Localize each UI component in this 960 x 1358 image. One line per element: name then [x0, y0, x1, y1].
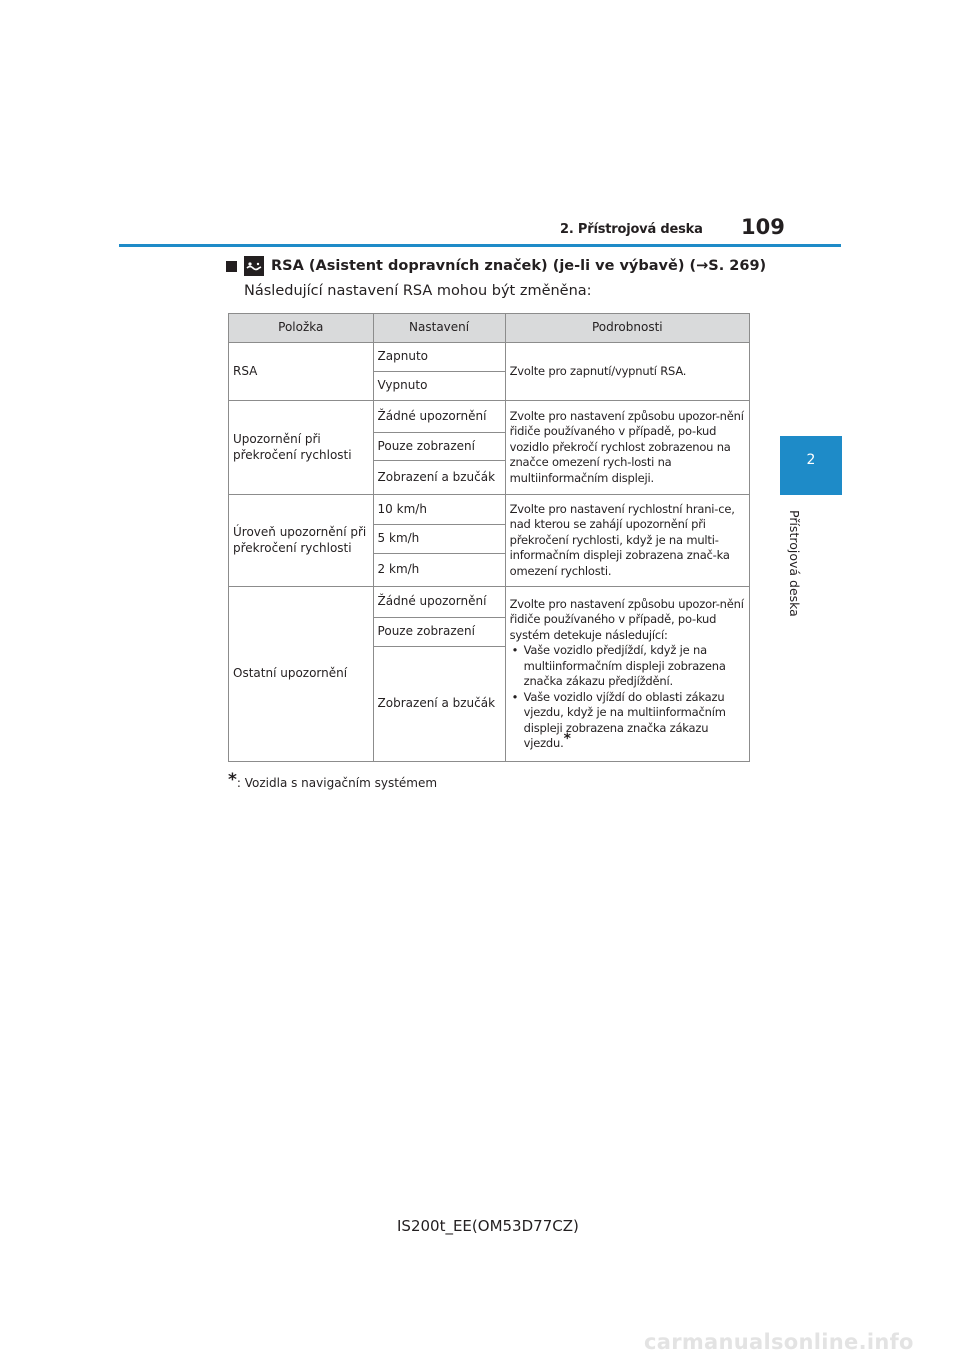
- details-cell: [505, 495, 749, 587]
- footnote-mark: *: [563, 731, 571, 747]
- setting-cell: 2 km/h: [373, 554, 505, 587]
- item-cell: Ostatní upozornění: [229, 587, 374, 762]
- setting-cell: Pouze zobrazení: [373, 618, 505, 647]
- details-text: Zvolte pro nastavení rychlostní hrani-ce, nad kterou se zahájí upozornění při překročení rychlosti, když je na multi-informačním displeji zobrazena znač-ka omezení rychlosti.: [509, 501, 735, 578]
- setting-cell: Zapnuto: [373, 343, 505, 372]
- model-code: IS200t_EE(OM53D77CZ): [397, 1217, 579, 1235]
- setting-cell: Zobrazení a bzučák: [373, 647, 505, 762]
- item-cell: RSA: [229, 343, 374, 401]
- rsa-traffic-sign-icon: [244, 256, 264, 276]
- section-heading-text: RSA (Asistent dopravních značek) (je-li ve výbavě) (→S. 269): [271, 258, 767, 274]
- header-setting: Nastavení: [373, 314, 505, 343]
- setting-cell: Žádné upozornění: [373, 401, 505, 433]
- setting-cell: Zobrazení a bzučák: [373, 461, 505, 495]
- item-cell: Upozornění při překročení rychlosti: [229, 401, 374, 495]
- header-details: Podrobnosti: [505, 314, 749, 343]
- item-cell: Úroveň upozornění při překročení rychlosti: [229, 495, 374, 587]
- header-rule: [119, 244, 841, 247]
- details-text: Zvolte pro nastavení způsobu upozor-nění řidiče používaného v případě, po-kud vozidlo překročí rychlost zobrazenou na značce omezení rych-losti na multiinformačním displeji.: [509, 408, 744, 485]
- footnote-text: : Vozidla s navigačním systémem: [236, 776, 438, 790]
- header-item: Položka: [229, 314, 374, 343]
- section-heading: [226, 256, 766, 276]
- setting-cell: 5 km/h: [373, 525, 505, 554]
- setting-cell: 10 km/h: [373, 495, 505, 525]
- details-cell: [505, 401, 749, 495]
- list-item: [510, 690, 745, 752]
- section-intro: Následující nastavení RSA mohou být změněna:: [244, 283, 592, 299]
- watermark: carmanualsonline.info: [644, 1330, 914, 1354]
- square-bullet-icon: [226, 261, 237, 272]
- details-text: Zvolte pro nastavení způsobu upozor-nění řidiče používaného v případě, po-kud systém detekuje následující:: [509, 596, 744, 642]
- setting-cell: Pouze zobrazení: [373, 433, 505, 461]
- footnote: [228, 770, 437, 790]
- setting-cell: Vypnuto: [373, 372, 505, 401]
- footnote-star: *: [228, 770, 237, 790]
- details-bullet-list: [510, 643, 745, 752]
- table-header-row: [229, 314, 750, 343]
- section-title: 2. Přístrojová deska: [560, 222, 703, 237]
- table-row: [229, 343, 750, 372]
- details-text: Zvolte pro zapnutí/vypnutí RSA.: [509, 363, 687, 378]
- details-cell: [505, 587, 749, 762]
- table-row: [229, 401, 750, 433]
- page-number: 109: [741, 215, 785, 239]
- list-item-text: Vaše vozidlo vjíždí do oblasti zákazu vjezdu, když je na multiinformačním displeji zobrazena značka zákazu vjezdu.: [523, 689, 726, 750]
- chapter-label: Přístrojová deska: [787, 510, 802, 617]
- setting-cell: Žádné upozornění: [373, 587, 505, 618]
- list-item: • Vaše vozidlo předjíždí, když je na multiinformačním displeji zobrazena značka zákazu předjíždění.: [510, 643, 745, 690]
- table-row: [229, 587, 750, 618]
- chapter-number: 2: [806, 452, 816, 468]
- settings-table: [228, 313, 750, 762]
- details-cell: [505, 343, 749, 401]
- table-row: [229, 495, 750, 525]
- chapter-tab: [780, 436, 842, 495]
